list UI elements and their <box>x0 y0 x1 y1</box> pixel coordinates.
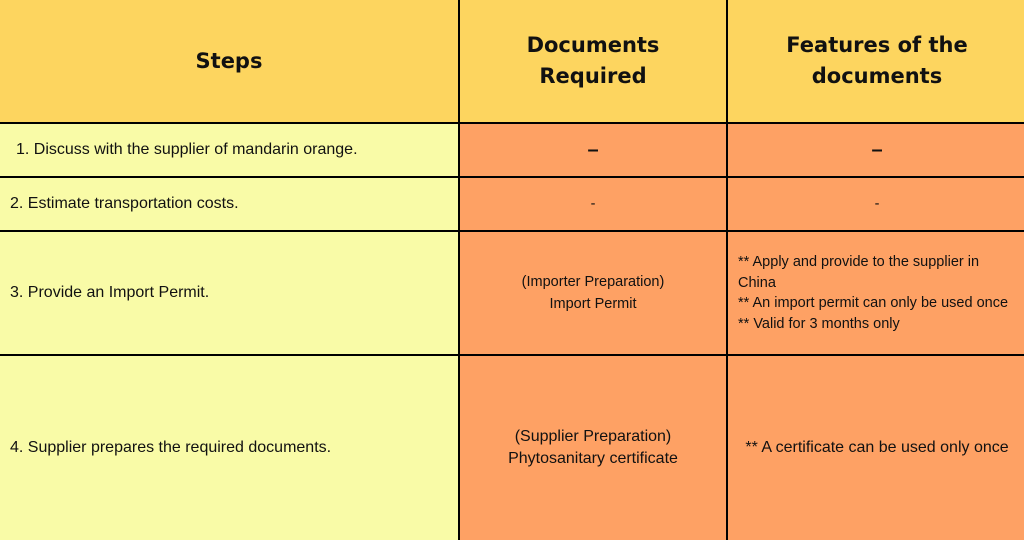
row-1-step: 1. Discuss with the supplier of mandarin orange. <box>0 124 458 176</box>
row-3-step: 3. Provide an Import Permit. <box>0 232 458 354</box>
row-3-document-name: Import Permit <box>549 296 637 312</box>
row-4-document-name: Phytosanitary certificate <box>508 450 678 467</box>
row-3-document-preparer: (Importer Preparation) <box>521 274 665 290</box>
row-1-features: – <box>728 124 1024 176</box>
row-3-features <box>728 232 1024 354</box>
row-2-documents: - <box>460 178 726 230</box>
row-4-feature-1: ** A certificate can be used only once <box>745 439 1009 456</box>
row-4-documents <box>460 356 726 540</box>
header-documents-required: Documents Required <box>460 0 726 122</box>
header-features: Features of the documents <box>728 0 1024 122</box>
row-2-features: - <box>728 178 1024 230</box>
row-4-features <box>728 356 1024 540</box>
row-4-document-preparer: (Supplier Preparation) <box>514 428 672 445</box>
header-steps: Steps <box>0 0 458 122</box>
row-3-feature-2: ** An import permit can only be used once <box>738 295 1009 311</box>
row-1-documents: – <box>460 124 726 176</box>
row-3-feature-1: ** Apply and provide to the supplier in China <box>738 254 980 291</box>
row-2-step: 2. Estimate transportation costs. <box>0 178 458 230</box>
row-3-feature-3: ** Valid for 3 months only <box>738 315 900 332</box>
row-4-step: 4. Supplier prepares the required documents. <box>0 356 458 540</box>
row-3-documents <box>460 232 726 354</box>
